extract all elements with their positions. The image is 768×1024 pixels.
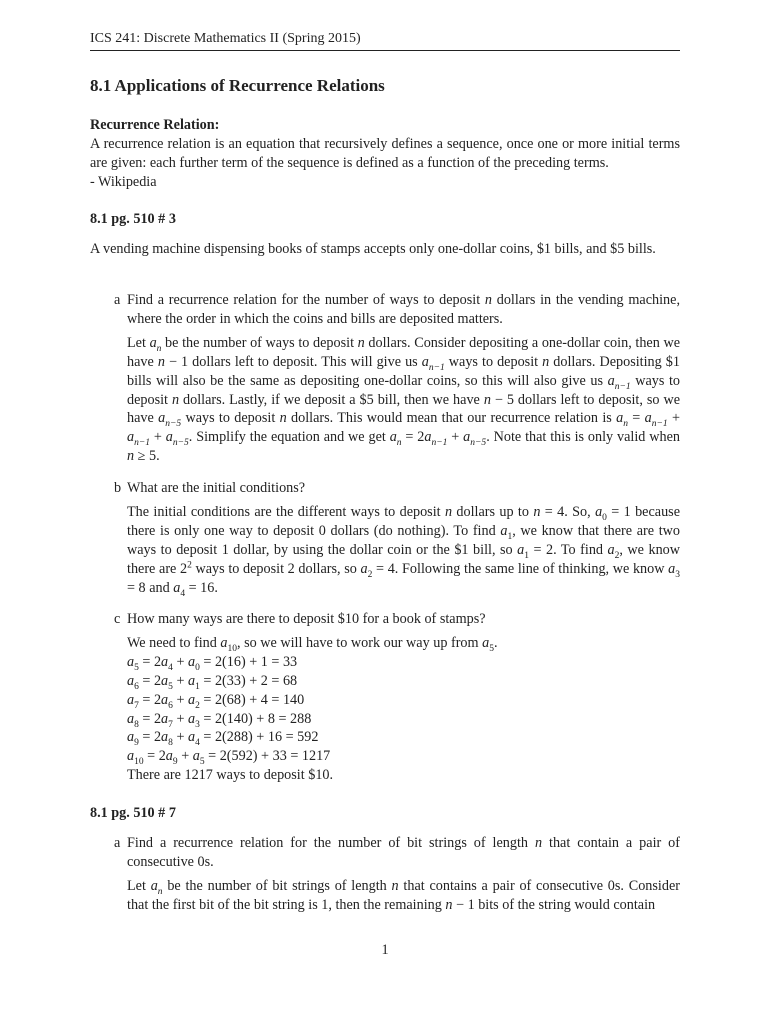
- part-c-question: How many ways are there to deposit $10 for a book of stamps?: [127, 611, 486, 627]
- part-b-question: What are the initial conditions?: [127, 480, 306, 496]
- definition-label: Recurrence Relation:: [90, 117, 220, 133]
- part-letter: a: [114, 292, 121, 308]
- problem-heading: 8.1 pg. 510 # 3: [90, 211, 176, 227]
- part-c-conclusion: There are 1217 ways to deposit $10.: [127, 767, 334, 784]
- part-b-answer: The initial conditions are the different ways to deposit n dollars up to n = 4. So, $a_0 = 1$ because there is only one way to deposit 0 dollars (do nothing). To find $a_1$, we know that there are two ways to deposit 1 dollar, by using the dollar coin or the $1 bill, so $a_1 = 2$. To find $a_2$, we know there are $2^2$ ways to deposit 2 dollars, so $a_2 = 4$. Following the same line of thinking, we know $a_3 = 8$ and $a_4 = 16$.: [127, 503, 681, 599]
- definition-block: [90, 116, 680, 192]
- problem-heading: 8.1 pg. 510 # 7: [90, 805, 176, 821]
- page-number: 1: [381, 942, 389, 958]
- part-a: [114, 291, 680, 466]
- equation-line: $a_7 = 2a_6 + a_2 = 2(68) + 4 = 140$: [127, 691, 305, 711]
- problem-statement: A vending machine dispensing books of stamps accepts only one-dollar coins, $1 bills, and $5 bills.: [90, 241, 656, 257]
- part-a: [114, 834, 680, 915]
- part-a-answer: Let $a_n$ be the number of bit strings of length n that contains a pair of consecutive 0s. Consider that the first bit of the bit string is 1, then the remaining n − 1 bits of the string would contain: [127, 877, 680, 913]
- part-letter: b: [114, 480, 122, 496]
- part-a-answer: Let $a_n$ be the number of ways to deposit n dollars. Consider depositing a one-dollar coin, then we have n − 1 dollars left to deposit. This will give us $a_{n-1}$ ways to deposit n dollars. Depositing $1 bills will also be the same as depositing one-dollar coins, so this will also give us $a_{n-1}$ ways to deposit n dollars. Lastly, if we deposit a $5 bill, then we have n − 5 dollars left to deposit, so we have $a_{n-5}$ ways to deposit n dollars. This would mean that our recurrence relation is $a_n = a_{n-1} + a_{n-1} + a_{n-5}$. Simplify the equation and we get $a_n = 2a_{n-1} + a_{n-5}$. Note that this is only valid when n ≥ 5.: [127, 334, 681, 465]
- part-c-answer: We need to find $a_{10}$, so we will have to work our way up from $a_5$. $a_5 = 2a_4 + a_0 = 2(16) + 1 = 33$ $a_6 = 2a_5 + a_1 = 2(33) + 2 = 68$ $a_7 = 2a_6 + a_2 = 2(68) + 4 = 140$ $a_8 = 2a_7 + a_3 = 2(140) + 8 = 288$ $a_9 = 2a_8 + a_4 = 2(288) + 16 = 592$ $a_{10} = 2a_9 + a_5 = 2(592) + 33 = 1217$ There are 1217 ways to deposit $10.: [127, 634, 498, 784]
- equation-line: $a_6 = 2a_5 + a_1 = 2(33) + 2 = 68$: [127, 672, 298, 692]
- running-header: ICS 241: Discrete Mathematics II (Spring 2015): [90, 31, 361, 46]
- part-a-question: Find a recurrence relation for the number of bit strings of length n that contain a pair of consecutive 0s.: [127, 835, 680, 870]
- part-a-question: Find a recurrence relation for the number of ways to deposit n dollars in the vending machine, where the order in which the coins and bills are deposited matters.: [127, 292, 680, 327]
- part-b: [114, 479, 680, 597]
- definition-source: - Wikipedia: [90, 173, 157, 190]
- equation-line: $a_5 = 2a_4 + a_0 = 2(16) + 1 = 33$: [127, 653, 298, 673]
- part-letter: c: [114, 611, 121, 627]
- definition-text: A recurrence relation is an equation that recursively defines a sequence, once one or more initial terms are given: each further term of the sequence is defined as a function of the preceding terms. - Wikipedia: [90, 135, 680, 190]
- header-rule: [90, 50, 680, 51]
- section-title: 8.1 Applications of Recurrence Relations: [90, 76, 385, 95]
- part-letter: a: [114, 835, 121, 851]
- document-page: [90, 0, 680, 1024]
- equation-line: $a_{10} = 2a_9 + a_5 = 2(592) + 33 = 1217$: [127, 748, 331, 768]
- equation-line: $a_8 = 2a_7 + a_3 = 2(140) + 8 = 288$: [127, 710, 312, 730]
- equation-line: $a_9 = 2a_8 + a_4 = 2(288) + 16 = 592$: [127, 729, 319, 749]
- part-c: [114, 610, 680, 785]
